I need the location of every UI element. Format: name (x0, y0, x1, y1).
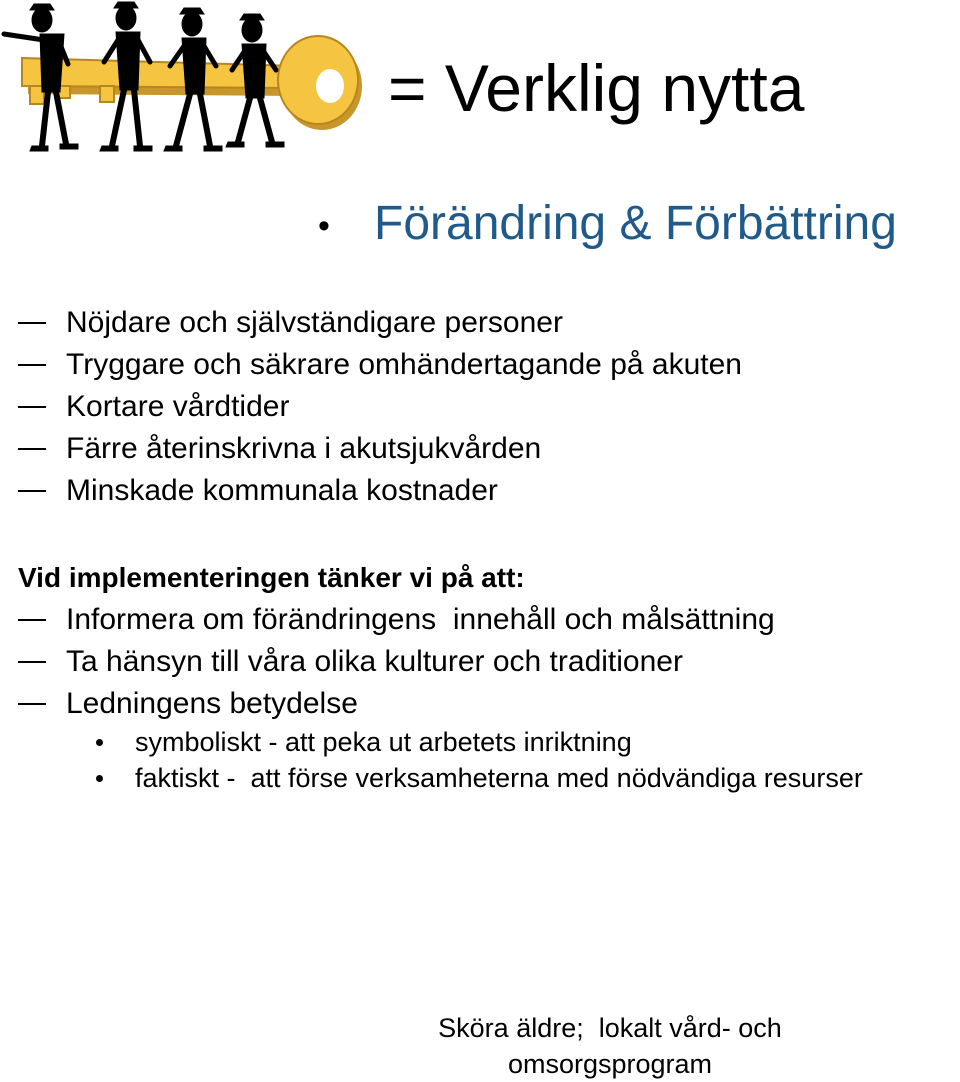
dash-icon (18, 703, 46, 705)
list-item (18, 386, 742, 428)
benefit-text: Tryggare och säkrare omhändertagande på akuten (66, 348, 742, 381)
dash-icon (18, 490, 46, 492)
list-item (18, 302, 742, 344)
people-carrying-key-icon (0, 0, 370, 160)
list-item (18, 599, 775, 641)
list-item (96, 724, 863, 760)
list-item (18, 683, 775, 725)
benefit-text: Nöjdare och självständigare personer (66, 306, 563, 339)
dash-icon (18, 448, 46, 450)
dash-icon (18, 619, 46, 621)
footer-line: omsorgsprogram (507, 1049, 713, 1079)
implementation-heading: Vid implementeringen tänker vi på att: (18, 562, 525, 593)
subitem-text: faktiskt - att förse verksamheterna med nödvändiga resurser (135, 762, 863, 793)
bullet-dot-icon: • (318, 207, 330, 245)
list-item (18, 470, 742, 512)
bullet-dot-icon (96, 775, 103, 782)
list-item (18, 428, 742, 470)
list-item (18, 344, 742, 386)
bullet-dot-icon (96, 739, 103, 746)
benefit-text: Minskade kommunala kostnader (66, 474, 498, 507)
implementation-text: Ledningens betydelse (66, 687, 358, 720)
benefits-list (18, 302, 742, 512)
implementation-list (18, 599, 775, 725)
implementation-text: Ta hänsyn till våra olika kulturer och traditioner (66, 645, 683, 678)
slide-title: = Verklig nytta (388, 51, 805, 125)
dash-icon (18, 661, 46, 663)
benefit-text: Färre återinskrivna i akutsjukvården (66, 432, 542, 465)
dash-icon (18, 364, 46, 366)
footer-caption (400, 1010, 820, 1082)
list-item (18, 641, 775, 683)
subtitle-row (318, 196, 897, 252)
leadership-sublist (96, 724, 863, 796)
dash-icon (18, 322, 46, 324)
subitem-text: symboliskt - att peka ut arbetets inriktning (135, 726, 632, 757)
list-item (96, 760, 863, 796)
implementation-text: Informera om förändringens innehåll och målsättning (66, 603, 775, 636)
dash-icon (18, 406, 46, 408)
footer-line: Sköra äldre; lokalt vård- och (438, 1013, 782, 1043)
subtitle: Förändring & Förbättring (374, 197, 897, 250)
benefit-text: Kortare vårdtider (66, 390, 290, 423)
